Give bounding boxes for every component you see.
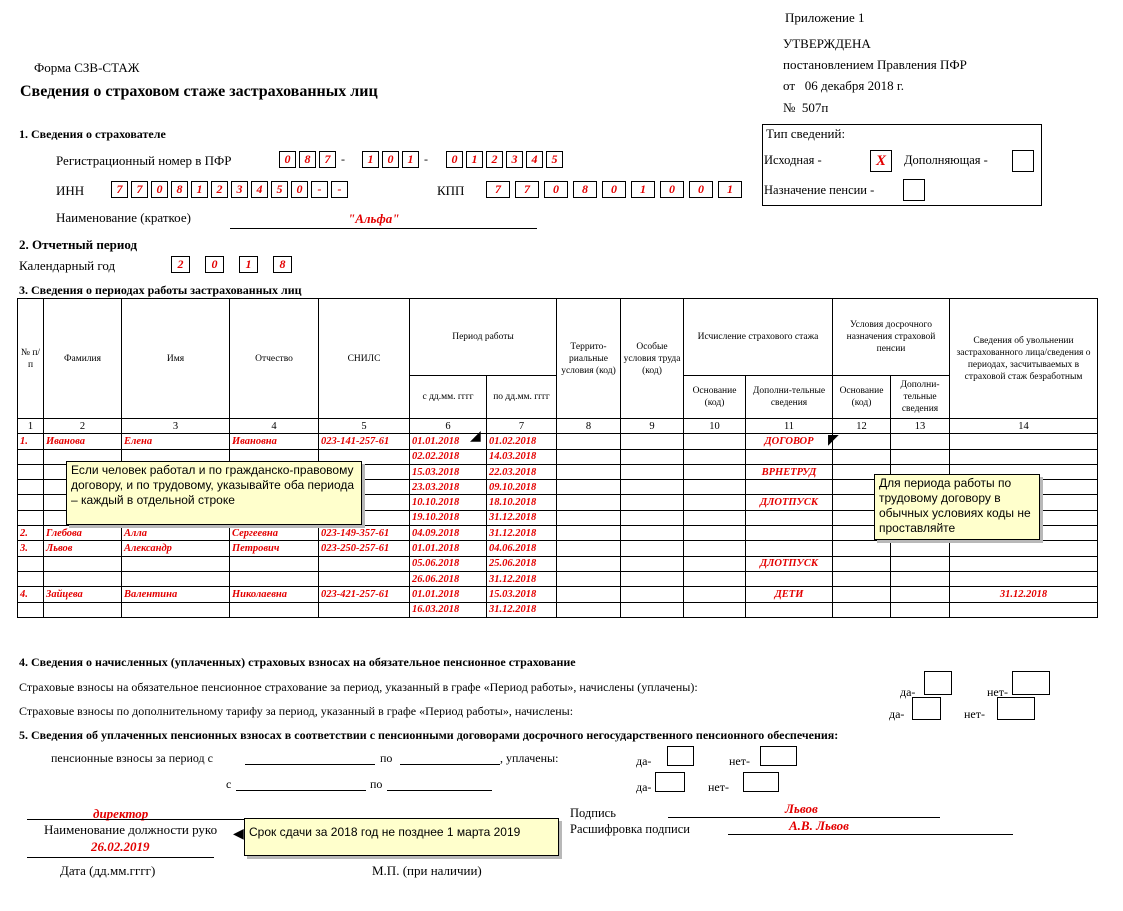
table-cell[interactable]: 05.06.2018	[410, 556, 487, 571]
date-value[interactable]: 26.02.2019	[91, 839, 150, 854]
sign-value[interactable]: Львов	[785, 801, 818, 816]
table-cell[interactable]	[833, 587, 891, 602]
column-number: 2	[44, 419, 122, 434]
table-cell[interactable]	[557, 510, 621, 525]
column-number: 9	[621, 419, 684, 434]
column-number: 13	[891, 419, 950, 434]
table-cell[interactable]: ДЕТИ	[746, 587, 833, 602]
sign-label: Подпись	[570, 806, 616, 820]
year-cells[interactable]	[171, 256, 307, 273]
section4-line1: Страховые взносы на обязательное пенсионное страхование за период, указанный в графе «Период работы», начислены (уплачены):	[19, 680, 698, 694]
original-label: Исходная -	[764, 153, 822, 167]
table-row	[18, 587, 1098, 602]
table-cell[interactable]: Зайцева	[44, 587, 122, 602]
table-cell[interactable]: 14.03.2018	[487, 449, 557, 464]
table-cell[interactable]	[891, 556, 950, 571]
table-cell[interactable]	[122, 571, 230, 586]
reg-number-cell[interactable]: 7	[319, 151, 336, 168]
table-cell[interactable]: 01.01.2018	[410, 541, 487, 556]
table-row	[18, 541, 1098, 556]
table-cell[interactable]	[891, 571, 950, 586]
table-cell[interactable]: 18.10.2018	[487, 495, 557, 510]
approved-label: УТВЕРЖДЕНА	[783, 36, 871, 51]
inn-cells[interactable]	[111, 181, 351, 198]
column-number: 11	[746, 419, 833, 434]
s5-paid-label: , уплачены:	[500, 751, 559, 765]
table-cell[interactable]	[319, 571, 410, 586]
table-cell[interactable]	[950, 449, 1098, 464]
table-cell[interactable]	[557, 571, 621, 586]
kpp-cell[interactable]: 0	[544, 181, 568, 198]
table-cell[interactable]	[44, 571, 122, 586]
table-cell[interactable]: Алла	[122, 526, 230, 541]
table-cell[interactable]	[950, 556, 1098, 571]
table-cell[interactable]: 04.06.2018	[487, 541, 557, 556]
year-cell[interactable]: 1	[239, 256, 258, 273]
table-cell[interactable]	[746, 571, 833, 586]
s4-l1-yes-checkbox[interactable]	[924, 671, 952, 695]
kpp-cell[interactable]: 7	[515, 181, 539, 198]
s5-l2-no-checkbox[interactable]	[743, 772, 779, 792]
reg-number-cell[interactable]: 1	[402, 151, 419, 168]
table-cell[interactable]: 23.03.2018	[410, 480, 487, 495]
column-number: 8	[557, 419, 621, 434]
th-territorial: Террито-риальные условия (код)	[557, 299, 621, 419]
table-cell[interactable]: 15.03.2018	[410, 464, 487, 479]
th-basis: Основание (код)	[684, 376, 746, 419]
th-dismissal: Сведения об увольнении застрахованного лица/сведения о периодах, засчитываемых в страховой стаж безработным	[950, 299, 1098, 419]
kpp-cell[interactable]: 1	[631, 181, 655, 198]
table-cell[interactable]	[891, 449, 950, 464]
inn-label: ИНН	[56, 183, 85, 198]
table-cell[interactable]	[122, 602, 230, 617]
table-cell[interactable]: 31.12.2018	[487, 602, 557, 617]
table-cell[interactable]: 023-421-257-61	[319, 587, 410, 602]
pension-checkbox[interactable]	[903, 179, 925, 201]
kpp-cell[interactable]: 0	[689, 181, 713, 198]
table-cell[interactable]: 31.12.2018	[950, 587, 1098, 602]
table-cell[interactable]: 31.12.2018	[487, 571, 557, 586]
decode-label: Расшифровка подписи	[570, 822, 690, 836]
section4-title: 4. Сведения о начисленных (уплаченных) страховых взносах на обязательное пенсионное страхование	[19, 655, 576, 669]
table-cell[interactable]	[18, 571, 44, 586]
th-to: по дд.мм. гггг	[487, 376, 557, 419]
table-cell[interactable]	[44, 556, 122, 571]
inn-cell[interactable]: 7	[131, 181, 148, 198]
table-cell[interactable]: 01.01.2018	[410, 587, 487, 602]
table-cell[interactable]	[891, 602, 950, 617]
table-cell[interactable]	[557, 556, 621, 571]
date-label: Дата (дд.мм.гггг)	[60, 863, 156, 878]
table-cell[interactable]	[684, 526, 746, 541]
supplement-checkbox[interactable]	[1012, 150, 1034, 172]
table-cell[interactable]	[621, 556, 684, 571]
reg-number-cell[interactable]: 1	[362, 151, 379, 168]
note-deadline: Срок сдачи за 2018 год не позднее 1 марта 2019	[244, 818, 559, 856]
s4-l1-no-checkbox[interactable]	[1012, 671, 1050, 695]
supplement-label: Дополняющая -	[904, 153, 988, 167]
table-cell[interactable]: 15.03.2018	[487, 587, 557, 602]
section5-title: 5. Сведения об уплаченных пенсионных взносах в соответствии с пенсионными договорами досрочного негосударственного пенсионного обеспечения:	[19, 728, 839, 742]
position-label: Наименование должности руко	[44, 822, 218, 837]
table-cell[interactable]	[621, 434, 684, 449]
table-cell[interactable]	[230, 571, 319, 586]
table-cell[interactable]	[891, 541, 950, 556]
table-cell[interactable]: 25.06.2018	[487, 556, 557, 571]
s5-by1-label: по	[380, 751, 393, 765]
table-cell[interactable]	[18, 449, 44, 464]
s5-l2-yes-checkbox[interactable]	[655, 772, 685, 792]
table-cell[interactable]	[684, 434, 746, 449]
table-cell[interactable]	[621, 449, 684, 464]
form-name: Форма СЗВ-СТАЖ	[34, 60, 140, 75]
table-cell[interactable]	[746, 541, 833, 556]
reg-number-cell[interactable]: 3	[506, 151, 523, 168]
date-underline	[27, 857, 214, 858]
table-cell[interactable]	[833, 541, 891, 556]
table-cell[interactable]	[684, 602, 746, 617]
reg-number-group-2[interactable]	[362, 151, 422, 168]
reg-dash-1: -	[341, 152, 345, 166]
table-cell[interactable]: Елена	[122, 434, 230, 449]
inn-cell[interactable]: 0	[291, 181, 308, 198]
info-type-label: Тип сведений:	[766, 126, 846, 141]
note-arrow-icon-2: ◤	[828, 432, 839, 448]
inn-cell[interactable]: -	[331, 181, 348, 198]
table-cell[interactable]: Глебова	[44, 526, 122, 541]
table-cell[interactable]	[621, 495, 684, 510]
table-cell[interactable]: 16.03.2018	[410, 602, 487, 617]
table-cell[interactable]	[833, 571, 891, 586]
kpp-cell[interactable]: 0	[602, 181, 626, 198]
column-number: 14	[950, 419, 1098, 434]
note-gph-contract: Если человек работал и по гражданско-правовому договору, и по трудовому, указывайте оба периода – каждый в отдельной строке	[66, 461, 362, 525]
section3-title: 3. Сведения о периодах работы застрахованных лиц	[19, 283, 302, 297]
table-cell[interactable]	[684, 449, 746, 464]
inn-cell[interactable]: 7	[111, 181, 128, 198]
year-label: Календарный год	[19, 258, 116, 273]
table-cell[interactable]	[319, 602, 410, 617]
s5-by2-label: по	[370, 777, 383, 791]
table-cell[interactable]: 023-149-357-61	[319, 526, 410, 541]
reg-number-group-3[interactable]	[446, 151, 566, 168]
periods-table	[17, 298, 1098, 618]
column-number: 4	[230, 419, 319, 434]
s5-line1-prefix: пенсионные взносы за период с	[51, 751, 213, 765]
table-cell[interactable]	[557, 495, 621, 510]
table-cell[interactable]: Александр	[122, 541, 230, 556]
table-cell[interactable]	[557, 602, 621, 617]
table-cell[interactable]	[557, 434, 621, 449]
reg-number-cell[interactable]: 8	[299, 151, 316, 168]
reg-number-cell[interactable]: 2	[486, 151, 503, 168]
s4-l2-no-checkbox[interactable]	[997, 697, 1035, 720]
table-cell[interactable]: 02.02.2018	[410, 449, 487, 464]
year-cell[interactable]: 2	[171, 256, 190, 273]
table-cell[interactable]	[833, 449, 891, 464]
th-from: с дд.мм. гггг	[410, 376, 487, 419]
table-cell[interactable]	[621, 464, 684, 479]
s4-l2-yes-checkbox[interactable]	[912, 697, 941, 720]
kpp-cell[interactable]: 1	[718, 181, 742, 198]
table-cell[interactable]: 10.10.2018	[410, 495, 487, 510]
kpp-label: КПП	[437, 183, 465, 198]
section1-title: 1. Сведения о страхователе	[19, 127, 166, 141]
inn-cell[interactable]: 8	[171, 181, 188, 198]
table-cell[interactable]	[621, 587, 684, 602]
th-surname: Фамилия	[44, 299, 122, 419]
org-name-underline	[230, 228, 537, 229]
table-cell[interactable]: ДЛОТПУСК	[746, 495, 833, 510]
table-cell[interactable]	[684, 541, 746, 556]
table-cell[interactable]: 26.06.2018	[410, 571, 487, 586]
s5-to2-field[interactable]	[387, 790, 492, 791]
table-cell[interactable]: 3.	[18, 541, 44, 556]
table-cell[interactable]: 04.09.2018	[410, 526, 487, 541]
column-number: 5	[319, 419, 410, 434]
table-row	[18, 556, 1098, 571]
table-cell[interactable]	[319, 556, 410, 571]
inn-cell[interactable]: 4	[251, 181, 268, 198]
table-cell[interactable]	[684, 510, 746, 525]
table-cell[interactable]	[684, 480, 746, 495]
th-extra: Дополни-тельные сведения	[746, 376, 833, 419]
position-value[interactable]: директор	[93, 806, 149, 821]
table-cell[interactable]	[621, 480, 684, 495]
s5-l2-no-label: нет-	[708, 780, 729, 794]
table-cell[interactable]	[950, 541, 1098, 556]
table-cell[interactable]: Сергеевна	[230, 526, 319, 541]
note-arrow-icon-3: ◀	[233, 826, 244, 842]
appendix-label: Приложение 1	[785, 10, 865, 25]
reg-number-label: Регистрационный номер в ПФР	[56, 153, 232, 168]
table-cell[interactable]	[621, 526, 684, 541]
inn-cell[interactable]: 0	[151, 181, 168, 198]
table-cell[interactable]	[746, 449, 833, 464]
stamp-label: М.П. (при наличии)	[372, 863, 482, 878]
table-cell[interactable]: 31.12.2018	[487, 510, 557, 525]
year-cell[interactable]: 8	[273, 256, 292, 273]
table-cell[interactable]	[557, 541, 621, 556]
reg-number-cell[interactable]: 0	[279, 151, 296, 168]
table-row	[18, 571, 1098, 586]
decree-number: № 507п	[783, 100, 829, 115]
reg-number-cell[interactable]: 0	[382, 151, 399, 168]
table-cell[interactable]	[950, 571, 1098, 586]
table-cell[interactable]	[557, 526, 621, 541]
table-cell[interactable]: Николаевна	[230, 587, 319, 602]
table-cell[interactable]	[18, 495, 44, 510]
column-number: 10	[684, 419, 746, 434]
table-cell[interactable]	[621, 571, 684, 586]
table-cell[interactable]: 01.01.2018	[410, 434, 487, 449]
table-row	[18, 434, 1098, 449]
kpp-cells[interactable]	[486, 181, 747, 198]
table-cell[interactable]	[684, 571, 746, 586]
table-cell[interactable]	[18, 510, 44, 525]
inn-cell[interactable]: 2	[211, 181, 228, 198]
table-cell[interactable]: 4.	[18, 587, 44, 602]
table-cell[interactable]: 01.02.2018	[487, 434, 557, 449]
th-early: Условия досрочного назначения страховой пенсии	[833, 299, 950, 376]
reg-number-cell[interactable]: 0	[446, 151, 463, 168]
table-cell[interactable]	[18, 464, 44, 479]
reg-number-cell[interactable]: 1	[466, 151, 483, 168]
table-cell[interactable]: Ивановна	[230, 434, 319, 449]
s4-l1-yes-label: да-	[900, 685, 916, 699]
column-numbers-row	[18, 419, 1098, 434]
table-cell[interactable]	[746, 602, 833, 617]
reg-number-cell[interactable]: 5	[546, 151, 563, 168]
table-cell[interactable]	[18, 602, 44, 617]
table-cell[interactable]	[746, 480, 833, 495]
th-num: № п/п	[18, 299, 44, 419]
s5-from2-field[interactable]	[236, 790, 366, 791]
th-patronymic: Отчество	[230, 299, 319, 419]
kpp-cell[interactable]: 0	[660, 181, 684, 198]
table-cell[interactable]	[557, 480, 621, 495]
table-cell[interactable]	[18, 480, 44, 495]
s5-from1-field[interactable]	[245, 764, 375, 765]
th-name: Имя	[122, 299, 230, 419]
org-name-value[interactable]: "Альфа"	[348, 211, 400, 226]
th-snils: СНИЛС	[319, 299, 410, 419]
reg-dash-2: -	[424, 152, 428, 166]
table-cell[interactable]	[557, 449, 621, 464]
table-cell[interactable]	[746, 510, 833, 525]
inn-cell[interactable]: -	[311, 181, 328, 198]
th-period: Период работы	[410, 299, 557, 376]
table-cell[interactable]: Иванова	[44, 434, 122, 449]
inn-cell[interactable]: 5	[271, 181, 288, 198]
table-cell[interactable]: Львов	[44, 541, 122, 556]
column-number: 1	[18, 419, 44, 434]
s5-from2-label: с	[226, 777, 232, 791]
table-cell[interactable]	[621, 602, 684, 617]
org-name-label: Наименование (краткое)	[56, 210, 191, 225]
table-cell[interactable]: 023-141-257-61	[319, 434, 410, 449]
table-cell[interactable]	[684, 464, 746, 479]
s5-l1-yes-checkbox[interactable]	[667, 746, 694, 766]
table-cell[interactable]: ДОГОВОР	[746, 434, 833, 449]
kpp-cell[interactable]: 8	[573, 181, 597, 198]
table-cell[interactable]	[684, 556, 746, 571]
s4-l2-yes-label: да-	[889, 707, 905, 721]
table-cell[interactable]	[833, 556, 891, 571]
table-cell[interactable]	[950, 434, 1098, 449]
page-title: Сведения о страховом стаже застрахованных лиц	[20, 83, 378, 100]
table-cell[interactable]	[230, 556, 319, 571]
table-cell[interactable]	[557, 464, 621, 479]
decode-underline	[728, 834, 1013, 835]
s5-l1-yes-label: да-	[636, 754, 652, 768]
s5-l2-yes-label: да-	[636, 780, 652, 794]
th-early-extra: Дополни-тельные сведения	[891, 376, 950, 419]
table-cell[interactable]: 09.10.2018	[487, 480, 557, 495]
table-cell[interactable]	[557, 587, 621, 602]
table-cell[interactable]: 31.12.2018	[487, 526, 557, 541]
table-cell[interactable]	[230, 602, 319, 617]
table-row	[18, 602, 1098, 617]
table-cell[interactable]: 19.10.2018	[410, 510, 487, 525]
table-cell[interactable]	[621, 541, 684, 556]
th-special: Особые условия труда (код)	[621, 299, 684, 419]
decree-date: от 06 декабря 2018 г.	[783, 78, 904, 93]
table-cell[interactable]	[833, 602, 891, 617]
section2-title: 2. Отчетный период	[19, 237, 138, 252]
pension-label: Назначение пенсии -	[764, 183, 875, 197]
table-cell[interactable]: 22.03.2018	[487, 464, 557, 479]
note-arrow-icon: ◢	[470, 428, 481, 444]
approved-by-label: постановлением Правления ПФР	[783, 57, 967, 72]
table-cell[interactable]: ДЛОТПУСК	[746, 556, 833, 571]
s5-l1-no-checkbox[interactable]	[760, 746, 797, 766]
table-cell[interactable]: Петрович	[230, 541, 319, 556]
table-cell[interactable]: Валентина	[122, 587, 230, 602]
s4-l2-no-label: нет-	[964, 707, 985, 721]
table-cell[interactable]: 2.	[18, 526, 44, 541]
note-ordinary-conditions: Для периода работы по трудовому договору в обычных условиях коды не проставляйте	[874, 474, 1040, 540]
table-cell[interactable]	[684, 495, 746, 510]
reg-number-group-1[interactable]	[279, 151, 339, 168]
table-cell[interactable]: 1.	[18, 434, 44, 449]
table-cell[interactable]	[891, 587, 950, 602]
th-early-basis: Основание (код)	[833, 376, 891, 419]
decode-value[interactable]: А.В. Львов	[789, 818, 849, 833]
reg-number-cell[interactable]: 4	[526, 151, 543, 168]
table-cell[interactable]	[746, 526, 833, 541]
column-number: 6	[410, 419, 487, 434]
table-cell[interactable]	[833, 434, 891, 449]
column-number: 3	[122, 419, 230, 434]
inn-cell[interactable]: 1	[191, 181, 208, 198]
kpp-cell[interactable]: 7	[486, 181, 510, 198]
s5-to1-field[interactable]	[400, 764, 500, 765]
th-calc: Исчисление страхового стажа	[684, 299, 833, 376]
inn-cell[interactable]: 3	[231, 181, 248, 198]
original-checkbox[interactable]: X	[870, 150, 892, 172]
table-cell[interactable]: 023-250-257-61	[319, 541, 410, 556]
s4-l1-no-label: нет-	[987, 685, 1008, 699]
year-cell[interactable]: 0	[205, 256, 224, 273]
table-cell[interactable]	[891, 434, 950, 449]
s5-l1-no-label: нет-	[729, 754, 750, 768]
table-cell[interactable]	[950, 602, 1098, 617]
table-cell[interactable]	[122, 556, 230, 571]
table-cell[interactable]	[18, 556, 44, 571]
section4-line2: Страховые взносы по дополнительному тарифу за период, указанный в графе «Период работы», начислены:	[19, 704, 574, 718]
table-cell[interactable]	[684, 587, 746, 602]
table-cell[interactable]	[621, 510, 684, 525]
table-cell[interactable]: ВРНЕТРУД	[746, 464, 833, 479]
column-number: 7	[487, 419, 557, 434]
column-number: 12	[833, 419, 891, 434]
table-cell[interactable]	[44, 602, 122, 617]
